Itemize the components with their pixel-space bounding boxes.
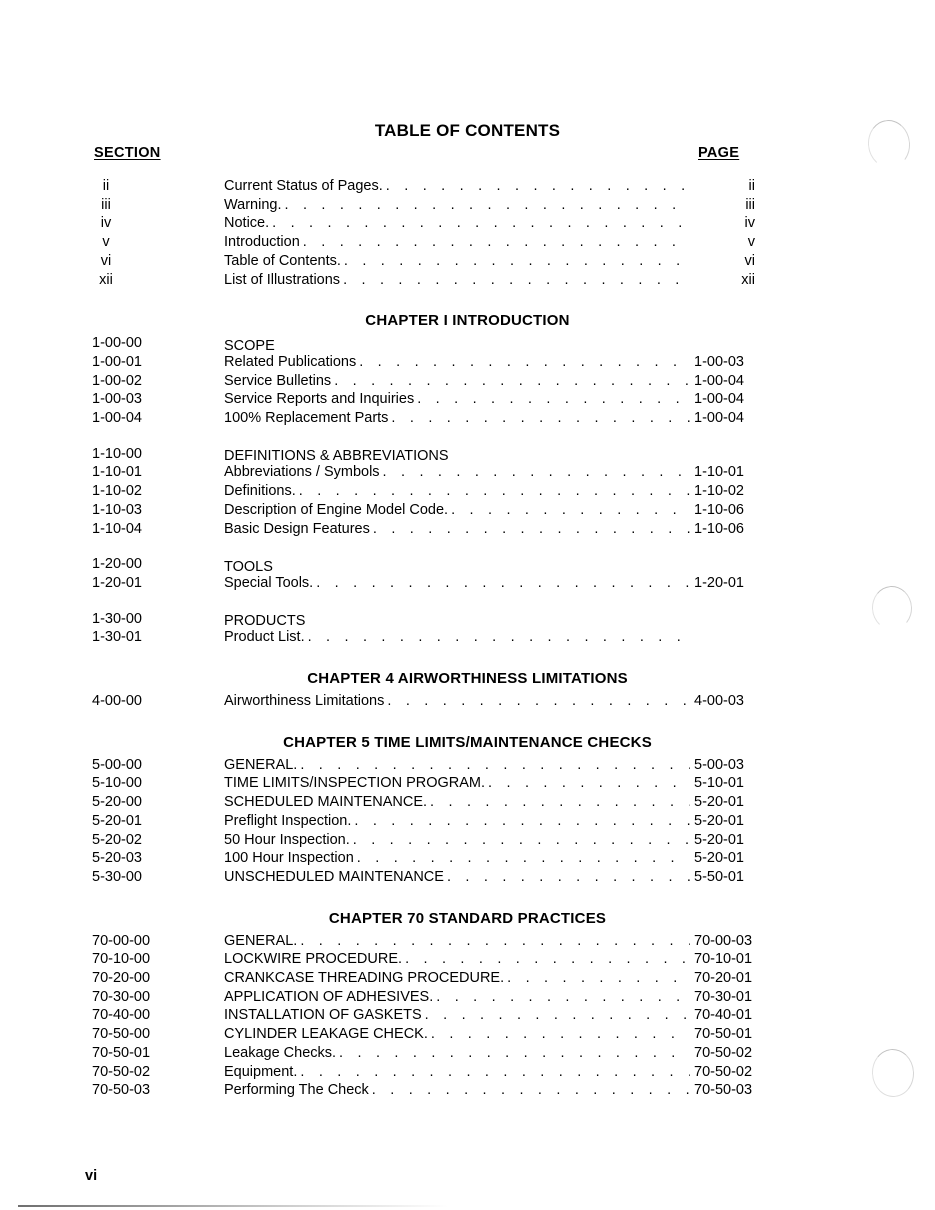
toc-entry-title-wrap [224, 521, 690, 537]
toc-dot-leader [430, 794, 690, 809]
toc-page-number: 1-00-03 [694, 353, 744, 370]
toc-entry-title-wrap [224, 989, 690, 1005]
toc-section-code: 1-30-00 [92, 610, 142, 627]
toc-entry-title-wrap [224, 197, 690, 213]
toc-page-number: ii [748, 178, 755, 194]
toc-row[interactable] [0, 757, 935, 776]
toc-entry-title: Equipment. [224, 1063, 298, 1080]
toc-dot-leader [373, 521, 690, 536]
chapter-heading: CHAPTER I INTRODUCTION [365, 312, 570, 330]
toc-entry-title: PRODUCTS [224, 613, 306, 630]
toc-page-number: 70-50-03 [694, 1082, 753, 1099]
toc-page-number: 5-10-01 [694, 775, 744, 792]
toc-section-code: xii [99, 271, 113, 288]
toc-entry-title-wrap [224, 253, 690, 269]
toc-row[interactable] [0, 794, 935, 813]
toc-row[interactable] [0, 446, 935, 465]
toc-dot-leader [383, 464, 690, 479]
toc-row[interactable] [0, 1082, 935, 1101]
toc-page-number: v [747, 234, 755, 251]
toc-entry-title-wrap [224, 611, 690, 630]
toc-entry-title: Leakage Checks. [224, 1044, 337, 1061]
toc-row[interactable] [0, 1026, 935, 1045]
toc-dot-leader [300, 757, 690, 772]
toc-page-number: 70-50-01 [694, 1026, 753, 1043]
toc-page-number: 5-20-01 [694, 794, 744, 811]
toc-dot-leader [357, 850, 690, 865]
toc-entry-title: SCHEDULED MAINTENANCE. [224, 794, 428, 811]
toc-page-number: 5-20-01 [694, 812, 744, 829]
toc-page-number: 1-00-04 [694, 410, 744, 426]
toc-dot-leader [308, 629, 690, 644]
toc-dot-leader [431, 1026, 690, 1041]
toc-page-number: 70-20-01 [694, 970, 753, 986]
toc-entry-title-wrap [224, 775, 690, 791]
toc-entry-title: Notice. [224, 215, 270, 232]
toc-entry-title-wrap [224, 1045, 690, 1061]
toc-entry-title: GENERAL. [224, 932, 298, 949]
toc-section-code: 5-20-01 [92, 812, 142, 829]
toc-entry-title: APPLICATION OF ADHESIVES. [224, 988, 434, 1005]
toc-section-code: iii [101, 196, 111, 213]
toc-entry-title-wrap [224, 629, 690, 645]
toc-entry-title: Introduction [224, 234, 300, 251]
toc-entry-title: TOOLS [224, 558, 273, 575]
column-header-page: PAGE [698, 145, 740, 161]
toc-dot-leader [387, 693, 690, 708]
toc-entry-title-wrap [224, 1007, 690, 1023]
toc-entry-title: Service Bulletins [224, 372, 332, 389]
toc-entry-title: Service Reports and Inquiries [224, 391, 415, 408]
toc-row[interactable] [0, 335, 935, 354]
toc-section-code: 1-00-00 [92, 335, 142, 352]
toc-section-code: 5-20-02 [92, 831, 142, 848]
toc-row[interactable] [0, 951, 935, 970]
toc-dot-leader [303, 234, 690, 249]
toc-page-number: 70-00-03 [694, 932, 753, 949]
toc-dot-leader [308, 611, 690, 626]
toc-page-number: 70-10-01 [694, 951, 753, 968]
toc-entry-title-wrap [224, 1082, 690, 1098]
toc-row[interactable] [0, 373, 935, 392]
toc-section-code: 5-20-03 [92, 850, 142, 867]
toc-entry-title: Preflight Inspection. [224, 812, 352, 829]
toc-row[interactable] [0, 464, 935, 483]
toc-section-code: 70-50-03 [92, 1082, 151, 1099]
toc-entry-title: 50 Hour Inspection. [224, 831, 350, 848]
toc-section-code: 1-30-01 [92, 629, 142, 646]
toc-entry-title: GENERAL. [224, 756, 298, 773]
toc-entry-title-wrap [224, 1026, 690, 1042]
toc-entry-title: CYLINDER LEAKAGE CHECK. [224, 1026, 428, 1043]
toc-dot-leader [354, 813, 690, 828]
toc-dot-leader [372, 1082, 690, 1097]
toc-dot-leader [359, 354, 690, 369]
toc-entry-title-wrap [224, 391, 690, 407]
toc-entry-title-wrap [224, 335, 690, 354]
toc-dot-leader [278, 335, 690, 350]
toc-page-number: 1-20-01 [694, 574, 744, 591]
toc-section-code: 70-50-02 [92, 1063, 151, 1080]
toc-section-code: 70-00-00 [92, 932, 151, 949]
toc-row[interactable] [0, 813, 935, 832]
toc-page-number: 5-20-01 [694, 850, 744, 867]
toc-entry-title-wrap [224, 410, 690, 426]
toc-entry-title-wrap [224, 794, 690, 810]
toc-row[interactable] [0, 197, 935, 216]
toc-row[interactable] [0, 178, 935, 197]
toc-entry-title: UNSCHEDULED MAINTENANCE [224, 868, 444, 885]
toc-section-code: 70-40-00 [92, 1007, 151, 1024]
toc-dot-leader [447, 869, 690, 884]
toc-row[interactable] [0, 850, 935, 869]
toc-dot-leader [300, 933, 690, 948]
toc-entry-title: Special Tools. [224, 574, 314, 591]
toc-row[interactable] [0, 556, 935, 575]
toc-dot-leader [334, 373, 690, 388]
toc-entry-title-wrap [224, 757, 690, 773]
toc-entry-title-wrap [224, 832, 690, 848]
toc-entry-title: Related Publications [224, 353, 357, 370]
toc-dot-leader [343, 272, 690, 287]
toc-entry-title: 100% Replacement Parts [224, 410, 389, 426]
toc-section-code: 1-10-01 [92, 464, 142, 481]
toc-entry-title-wrap [224, 556, 690, 575]
toc-row[interactable] [0, 1045, 935, 1064]
toc-section-code: 1-10-04 [92, 520, 142, 537]
toc-section-code: 1-10-00 [92, 445, 142, 462]
toc-page-number: vi [744, 252, 755, 269]
toc-row[interactable] [0, 253, 935, 272]
toc-dot-leader [417, 391, 690, 406]
toc-row[interactable] [0, 234, 935, 253]
toc-section-code: 1-20-01 [92, 574, 142, 591]
toc-dot-leader [284, 197, 690, 212]
toc-entry-title-wrap [224, 464, 690, 480]
toc-section-code: 4-00-00 [92, 693, 142, 709]
toc-page-number: 1-10-01 [694, 464, 744, 481]
toc-section-code: 70-20-00 [92, 970, 151, 986]
toc-row[interactable] [0, 869, 935, 888]
toc-section-code: v [102, 234, 110, 251]
toc-section-code: 5-30-00 [92, 868, 142, 885]
toc-entry-title-wrap [224, 869, 690, 885]
toc-page-number: iii [745, 196, 755, 213]
toc-row[interactable] [0, 933, 935, 952]
toc-entry-title: Warning. [224, 196, 282, 213]
toc-entry-title-wrap [224, 483, 690, 499]
toc-page-number: 5-00-03 [694, 756, 744, 773]
toc-section-code: 1-10-03 [92, 501, 142, 518]
toc-dot-leader [344, 253, 690, 268]
toc-row[interactable] [0, 611, 935, 630]
toc-dot-leader [451, 502, 690, 517]
toc-entry-title-wrap [224, 215, 690, 231]
toc-row[interactable] [0, 693, 935, 712]
toc-section-code: 1-10-02 [92, 483, 142, 500]
toc-page-number: 1-10-02 [694, 483, 744, 500]
toc-section-code: 70-10-00 [92, 951, 151, 968]
toc-entry-title-wrap [224, 951, 690, 967]
toc-entry-title-wrap [224, 575, 690, 591]
toc-section-code: 70-30-00 [92, 988, 151, 1005]
toc-entry-title-wrap [224, 933, 690, 949]
toc-page-number: 70-50-02 [694, 1063, 753, 1080]
toc-entry-title: SCOPE [224, 337, 275, 354]
toc-entry-title: Current Status of Pages. [224, 178, 383, 194]
toc-page-number: 5-50-01 [694, 868, 744, 885]
toc-entry-title: Table of Contents. [224, 252, 341, 269]
toc-row[interactable] [0, 410, 935, 429]
toc-row[interactable] [0, 1064, 935, 1083]
toc-section-code: 1-00-04 [92, 410, 142, 426]
toc-row[interactable] [0, 832, 935, 851]
toc-section-code: iv [100, 215, 112, 232]
toc-row[interactable] [0, 272, 935, 291]
toc-row[interactable] [0, 483, 935, 502]
toc-row[interactable] [0, 391, 935, 410]
toc-row[interactable] [0, 521, 935, 540]
toc-row[interactable] [0, 775, 935, 794]
toc-entry-title: Performing The Check [224, 1082, 369, 1099]
toc-section-code: 70-50-01 [92, 1044, 151, 1061]
toc-entry-title-wrap [224, 234, 690, 250]
toc-dot-leader [316, 575, 690, 590]
toc-section-code: 1-00-01 [92, 353, 142, 370]
toc-page-number: 70-30-01 [694, 988, 753, 1005]
toc-row[interactable] [0, 1007, 935, 1026]
toc-section-code: 5-00-00 [92, 756, 142, 773]
toc-row[interactable] [0, 354, 935, 373]
toc-page-number: 1-10-06 [694, 501, 744, 518]
toc-entry-title: Abbreviations / Symbols [224, 464, 380, 481]
toc-dot-leader [300, 1064, 690, 1079]
toc-section-code: ii [102, 178, 110, 194]
toc-row[interactable] [0, 575, 935, 594]
toc-entry-title-wrap [224, 693, 690, 709]
toc-page-number: 70-40-01 [694, 1007, 753, 1024]
toc-section-code: 1-00-03 [92, 391, 142, 408]
toc-page-number: 1-10-06 [694, 520, 744, 537]
toc-row[interactable] [0, 215, 935, 234]
toc-entry-title-wrap [224, 446, 690, 465]
toc-page-number: xii [741, 271, 755, 288]
toc-dot-leader [272, 215, 690, 230]
toc-row[interactable] [0, 970, 935, 989]
column-header-section: SECTION [94, 145, 161, 161]
toc-entry-title: 100 Hour Inspection [224, 850, 354, 867]
toc-page-number: 4-00-03 [694, 693, 744, 709]
toc-dot-leader [276, 556, 690, 571]
toc-row[interactable] [0, 989, 935, 1008]
toc-page-number: iv [744, 215, 755, 232]
toc-dot-leader [452, 446, 690, 461]
toc-entry-title-wrap [224, 178, 690, 194]
toc-dot-leader [507, 970, 690, 985]
chapter-heading: CHAPTER 4 AIRWORTHINESS LIMITATIONS [307, 670, 628, 687]
toc-section-code: 5-20-00 [92, 794, 142, 811]
toc-page-number: 70-50-02 [694, 1044, 753, 1061]
toc-dot-leader [299, 483, 690, 498]
page-title: TABLE OF CONTENTS [374, 121, 561, 140]
toc-row[interactable] [0, 629, 935, 648]
toc-dot-leader [391, 410, 690, 425]
toc-entry-title-wrap [224, 354, 690, 370]
toc-entry-title-wrap [224, 1064, 690, 1080]
toc-page-number: 1-00-04 [694, 372, 744, 389]
toc-section-code: 1-20-00 [92, 556, 142, 573]
toc-section-code: 5-10-00 [92, 775, 142, 792]
toc-row[interactable] [0, 502, 935, 521]
page-folio: vi [85, 1168, 98, 1184]
chapter-heading: CHAPTER 70 STANDARD PRACTICES [328, 909, 607, 927]
toc-dot-leader [339, 1045, 690, 1060]
toc-section-code: vi [100, 252, 112, 269]
toc-section-code: 70-50-00 [92, 1026, 151, 1043]
toc-entry-title: Product List. [224, 629, 305, 646]
chapter-heading: CHAPTER 5 TIME LIMITS/MAINTENANCE CHECKS [283, 733, 652, 751]
toc-entry-title: LOCKWIRE PROCEDURE. [224, 951, 403, 968]
toc-dot-leader [425, 1007, 690, 1022]
toc-page-number: 1-00-04 [694, 391, 744, 408]
toc-entry-title: DEFINITIONS & ABBREVIATIONS [224, 448, 449, 465]
scan-edge-line [18, 1205, 448, 1207]
toc-entry-title: Basic Design Features [224, 520, 370, 537]
toc-entry-title: CRANKCASE THREADING PROCEDURE. [224, 970, 505, 986]
toc-dot-leader [405, 951, 690, 966]
toc-dot-leader [488, 775, 690, 790]
toc-entry-title: Description of Engine Model Code. [224, 501, 449, 518]
toc-entry-title-wrap [224, 502, 690, 518]
toc-entry-title: INSTALLATION OF GASKETS [224, 1007, 422, 1024]
toc-entry-title: TIME LIMITS/INSPECTION PROGRAM. [224, 775, 486, 792]
toc-entry-title-wrap [224, 970, 690, 986]
toc-entry-title-wrap [224, 373, 690, 389]
toc-dot-leader [436, 989, 690, 1004]
toc-entry-title-wrap [224, 850, 690, 866]
toc-dot-leader [386, 178, 690, 193]
toc-section-code: 1-00-02 [92, 372, 142, 389]
toc-entry-title-wrap [224, 272, 690, 288]
toc-entry-title: List of Illustrations [224, 271, 341, 288]
toc-dot-leader [353, 832, 690, 847]
toc-entry-title: Definitions. [224, 483, 296, 500]
toc-entry-title: Airworthiness Limitations [224, 693, 385, 709]
toc-entry-title-wrap [224, 813, 690, 829]
toc-page-number: 5-20-01 [694, 831, 744, 848]
